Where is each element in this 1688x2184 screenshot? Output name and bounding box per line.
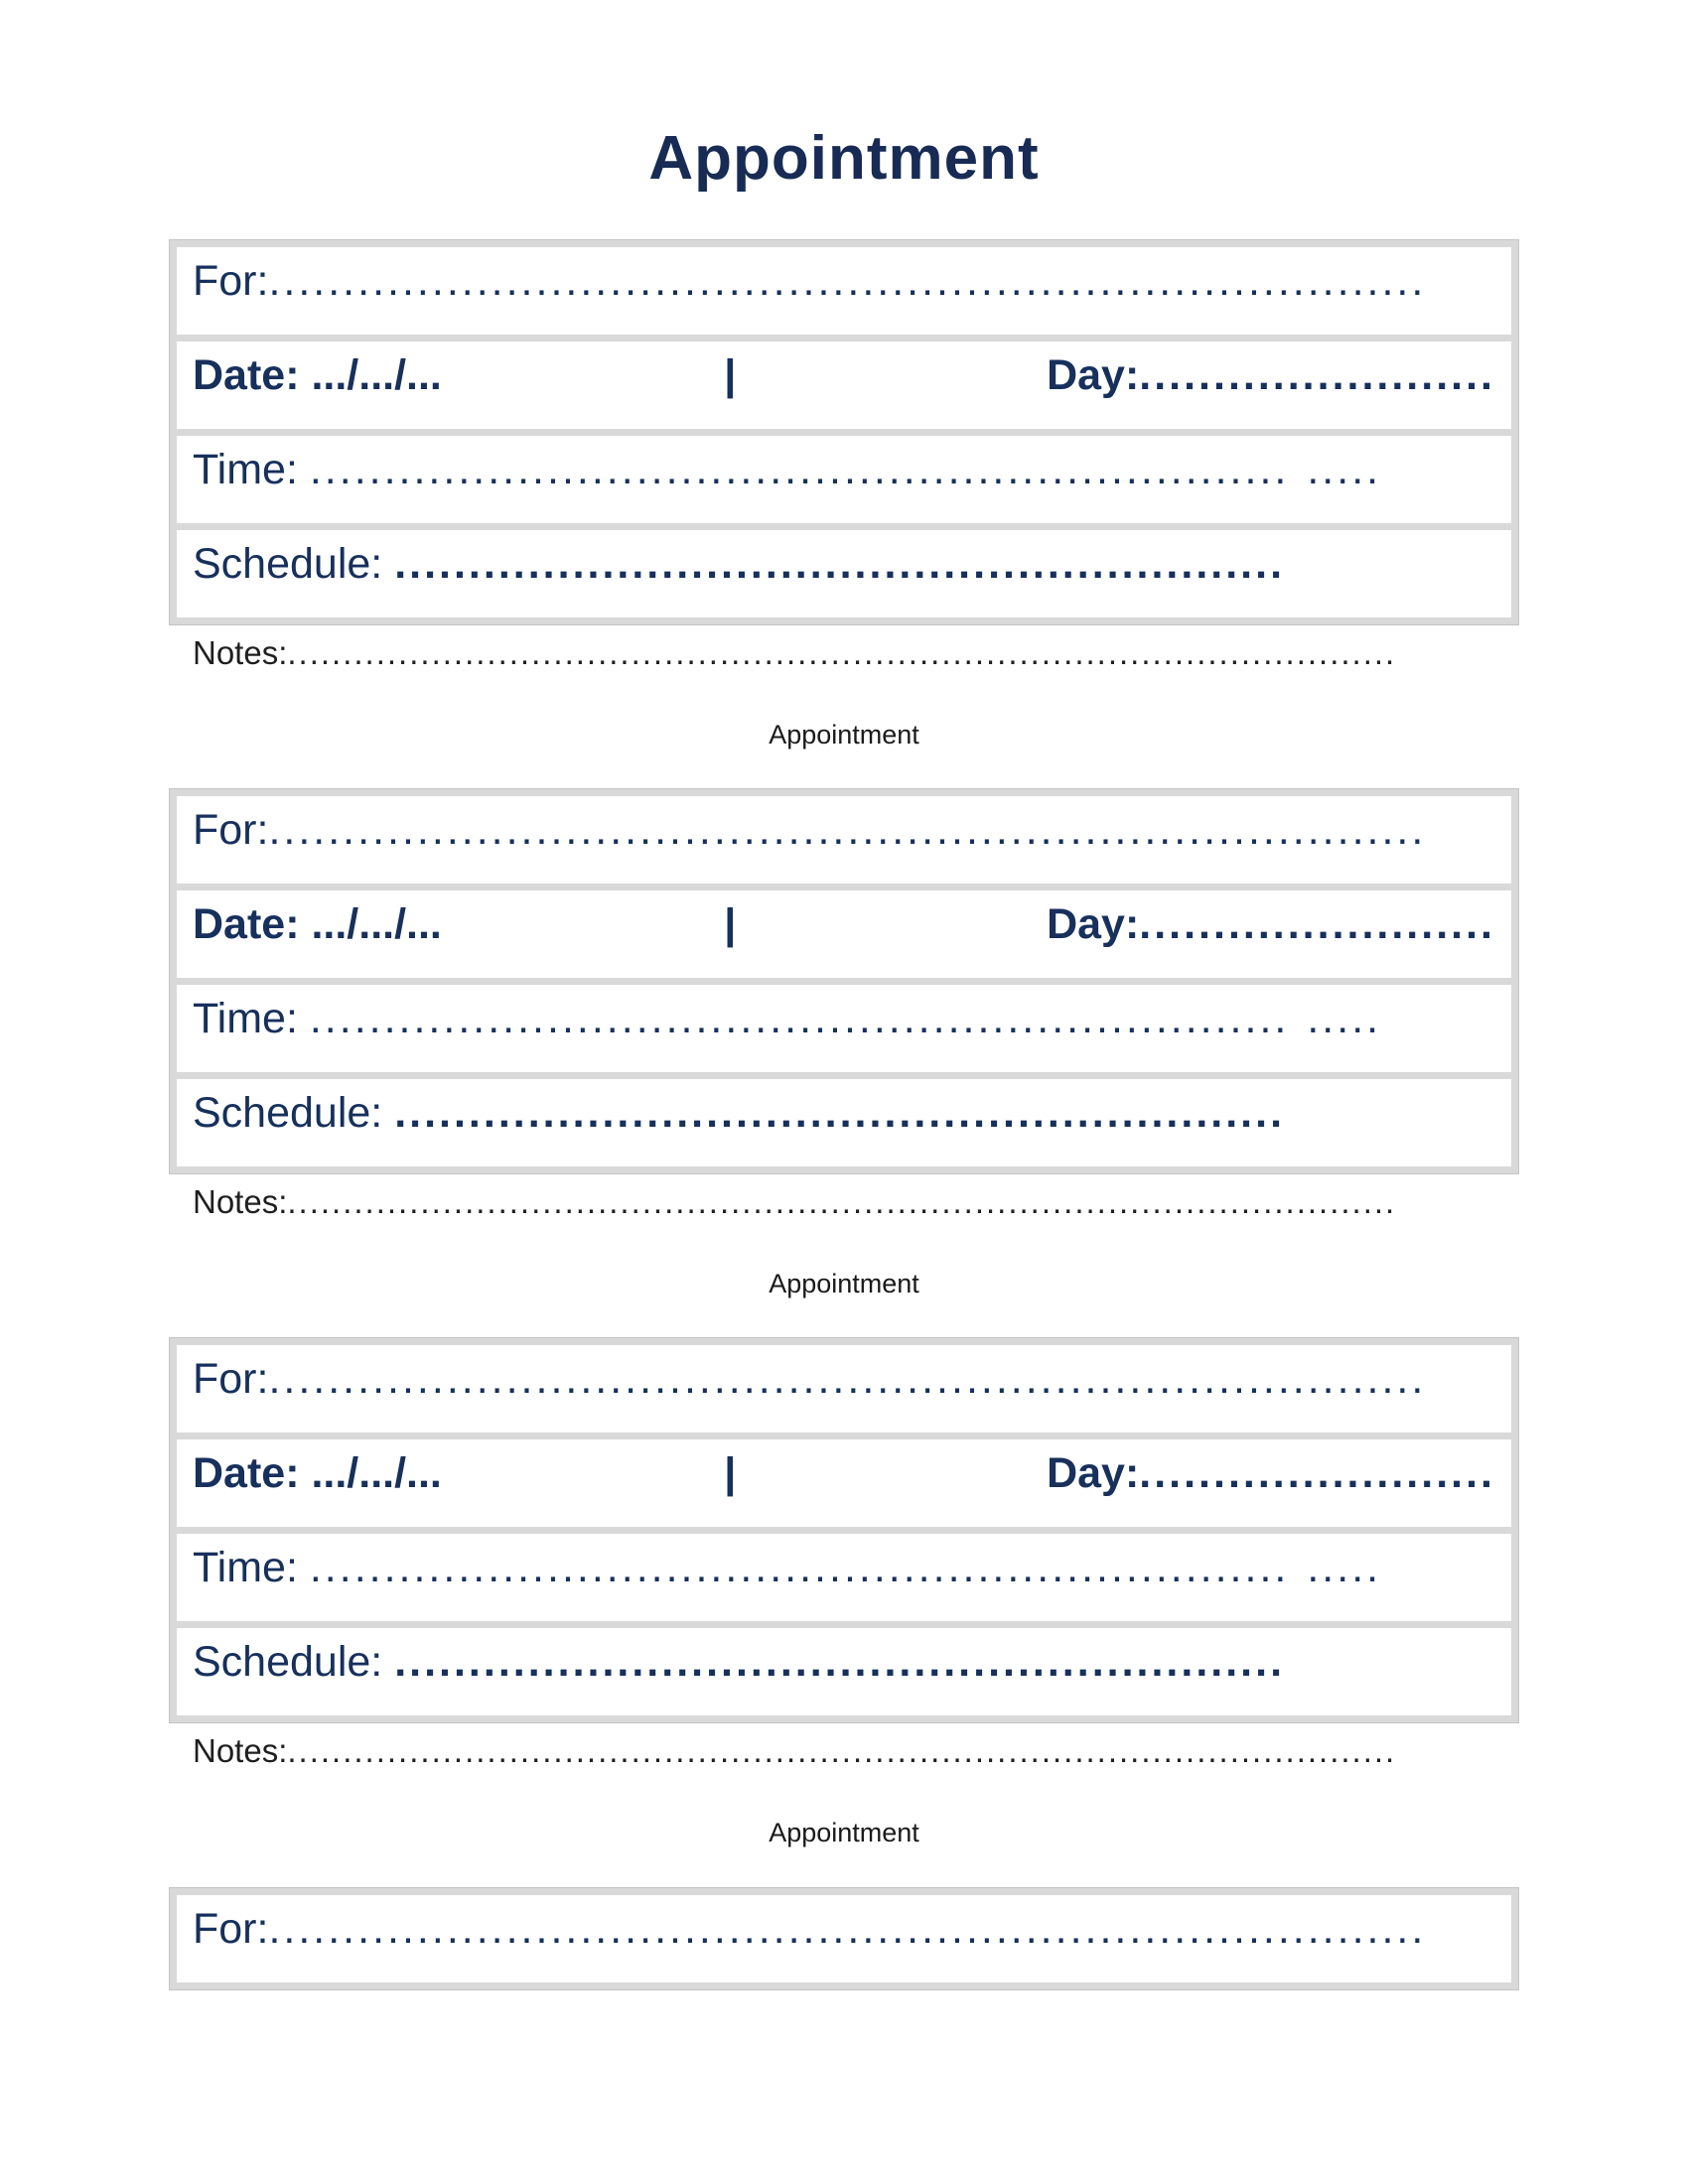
for-label: For: <box>193 257 269 306</box>
notes-field[interactable] <box>177 1732 1511 1770</box>
pipe-separator: | <box>724 1449 737 1498</box>
for-field[interactable] <box>177 796 1511 884</box>
for-label: For: <box>193 806 269 855</box>
time-dotted-line: .................................................................. <box>309 995 1290 1043</box>
appointment-card-2 <box>169 788 1519 1174</box>
time-dotted-line: .................................................................. <box>309 1544 1290 1592</box>
time-field[interactable] <box>177 436 1511 523</box>
time-label: Time: <box>193 995 310 1043</box>
for-dotted-line: .............................................................................. <box>268 257 1427 306</box>
schedule-dotted-line: ............................................................ <box>394 1638 1286 1687</box>
for-field[interactable] <box>177 1345 1511 1433</box>
pipe-separator: | <box>724 351 737 400</box>
schedule-label: Schedule: <box>193 1638 395 1687</box>
time-label: Time: <box>193 446 310 494</box>
day-group <box>1047 351 1495 400</box>
date-day-field[interactable] <box>177 1439 1511 1527</box>
schedule-field[interactable] <box>177 1628 1511 1715</box>
for-dotted-line: .............................................................................. <box>268 1355 1427 1404</box>
pipe-separator: | <box>724 900 737 949</box>
day-group <box>1047 1449 1495 1498</box>
schedule-label: Schedule: <box>193 1089 395 1138</box>
day-group <box>1047 900 1495 949</box>
for-dotted-line: .............................................................................. <box>268 806 1427 855</box>
time-field[interactable] <box>177 1534 1511 1621</box>
for-label: For: <box>193 1904 269 1953</box>
for-label: For: <box>193 1355 269 1404</box>
notes-label: Notes: <box>193 1732 288 1770</box>
for-field[interactable] <box>177 247 1511 335</box>
notes-label: Notes: <box>193 634 288 672</box>
for-dotted-line: .............................................................................. <box>268 1904 1427 1953</box>
day-label: Day: <box>1047 351 1140 400</box>
day-label: Day: <box>1047 900 1140 949</box>
date-label: Date: .../.../... <box>193 1449 442 1498</box>
section-label: Appointment <box>769 1269 919 1299</box>
appointment-card-3 <box>169 1337 1519 1723</box>
notes-dotted-line: .................................................................................................... <box>287 634 1397 672</box>
time-dotted-line: .................................................................. <box>309 446 1290 494</box>
section-label: Appointment <box>769 720 919 751</box>
notes-dotted-line: .................................................................................................... <box>287 1183 1397 1221</box>
section-label: Appointment <box>769 1818 919 1848</box>
schedule-dotted-line: ............................................................ <box>394 1089 1286 1138</box>
appointment-card-4 <box>169 1887 1519 1990</box>
day-dotted-line: ........................ <box>1139 1449 1495 1498</box>
appointment-card-1 <box>169 239 1519 625</box>
page-title: Appointment <box>648 124 1040 193</box>
day-label: Day: <box>1047 1449 1140 1498</box>
notes-dotted-line: .................................................................................................... <box>287 1732 1397 1770</box>
date-day-field[interactable] <box>177 890 1511 978</box>
schedule-field[interactable] <box>177 1079 1511 1166</box>
time-label: Time: <box>193 1544 310 1592</box>
notes-label: Notes: <box>193 1183 288 1221</box>
schedule-field[interactable] <box>177 530 1511 617</box>
notes-field[interactable] <box>177 1183 1511 1221</box>
notes-field[interactable] <box>177 634 1511 672</box>
for-field[interactable] <box>177 1895 1511 1982</box>
time-dotted-line-tail: ..... <box>1307 1544 1382 1592</box>
time-dotted-line-tail: ..... <box>1307 995 1382 1043</box>
date-label: Date: .../.../... <box>193 900 442 949</box>
time-dotted-line-tail: ..... <box>1307 446 1382 494</box>
time-field[interactable] <box>177 985 1511 1072</box>
day-dotted-line: ........................ <box>1139 900 1495 949</box>
date-label: Date: .../.../... <box>193 351 442 400</box>
schedule-label: Schedule: <box>193 540 395 589</box>
date-day-field[interactable] <box>177 341 1511 429</box>
day-dotted-line: ........................ <box>1139 351 1495 400</box>
schedule-dotted-line: ............................................................ <box>394 540 1286 589</box>
